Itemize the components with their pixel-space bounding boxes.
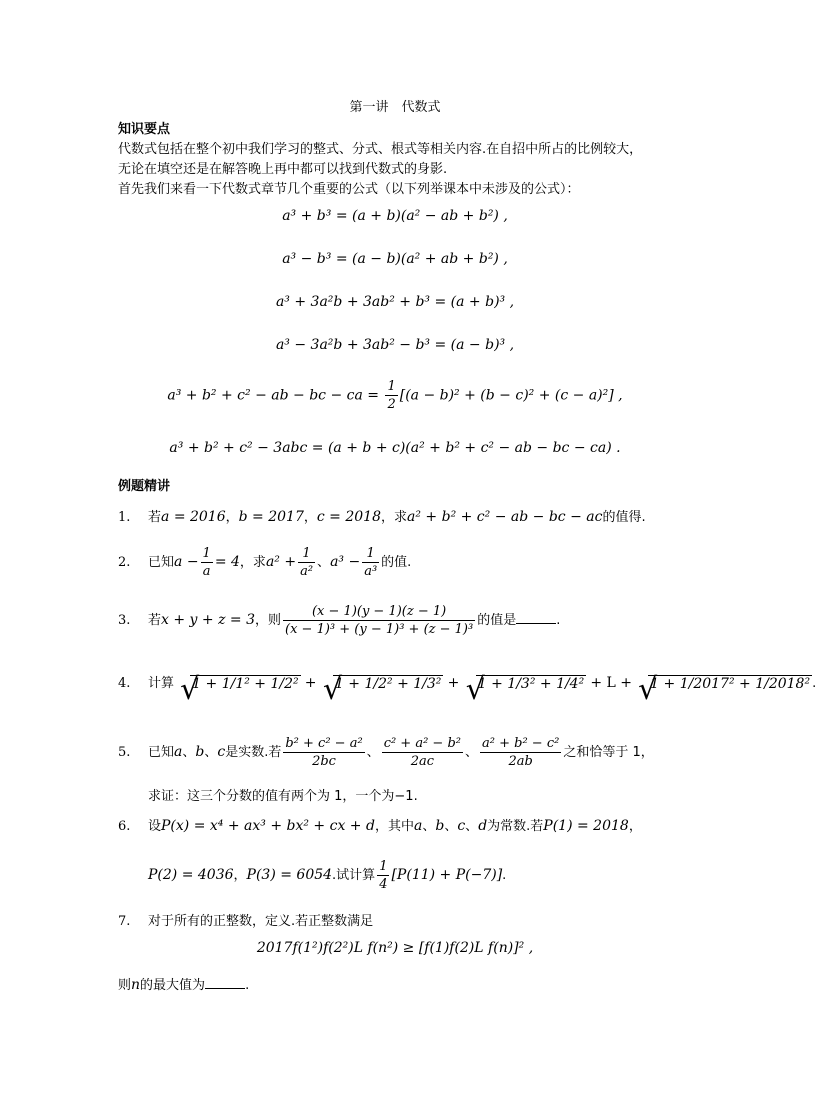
- math-expr: b: [435, 818, 445, 834]
- problem-text: 的值.: [381, 555, 412, 570]
- formula-difference-of-cubes: a³ − b³ = (a − b)(a² + ab + b²) ,: [282, 251, 508, 267]
- plus-sign: +: [447, 675, 464, 691]
- problem-text: 则: [118, 978, 132, 993]
- math-expr: P(3) = 6054: [246, 867, 333, 883]
- math-expr: P(2) = 4036: [148, 867, 234, 883]
- formula-sum-of-three-cubes: a³ + b² + c² − 3abc = (a + b + c)(a² + b² + c² − ab − bc − ca) .: [169, 440, 621, 456]
- problem-text: 是实数.若: [225, 745, 282, 760]
- fraction-numerator: 1: [387, 379, 396, 394]
- problem-number: 6.: [118, 819, 131, 834]
- problem-text: ，求: [381, 510, 408, 525]
- intro-line-2: 无论在填空还是在解答晚上再中都可以找到代数式的身影.: [118, 162, 448, 177]
- problem-text: .试计算: [332, 868, 376, 883]
- math-expr: a: [174, 744, 183, 760]
- problem-3: [118, 603, 560, 638]
- plus-sign: +: [304, 675, 321, 691]
- section-heading-knowledge: 知识要点: [118, 122, 171, 137]
- section-heading-examples: 例题精讲: [118, 479, 171, 494]
- separator: 、: [317, 555, 331, 570]
- fraction: [201, 545, 213, 580]
- problem-text: 设: [148, 819, 162, 834]
- separator: 、: [182, 745, 196, 760]
- math-expr: a −: [174, 554, 199, 570]
- fraction: [362, 545, 379, 580]
- separator: 、: [465, 745, 479, 760]
- problem-number: 2.: [118, 555, 131, 570]
- sqrt-term-1: √ 1 + 1/1² + 1/2²: [190, 675, 300, 692]
- problem-text: 的最大值为: [140, 978, 206, 993]
- problem-text: 的值是: [477, 613, 517, 628]
- page-title: 第一讲 代数式: [349, 100, 441, 115]
- math-expr: a² +: [265, 554, 297, 570]
- separator: 、: [444, 819, 458, 834]
- formula-5-left: a³ + b² + c² − ab − bc − ca =: [167, 387, 384, 404]
- intro-line-3: 首先我们来看一下代数式章节几个重要的公式（以下列举课本中未涉及的公式）：: [118, 182, 580, 197]
- fraction-numerator: (x − 1)(y − 1)(z − 1): [311, 604, 447, 619]
- fraction: [283, 603, 475, 638]
- problem-6-line-2: [148, 858, 506, 893]
- problem-text: 计算: [148, 676, 175, 691]
- problem-text: ，: [628, 819, 642, 834]
- fraction-denominator: (x − 1)³ + (y − 1)³ + (z − 1)³: [285, 622, 474, 637]
- math-expr: b = 2017: [238, 509, 304, 525]
- answer-blank: [205, 976, 245, 989]
- math-expr: d: [478, 818, 488, 834]
- fraction: [298, 545, 315, 580]
- fraction: [480, 735, 561, 770]
- math-expr: P(1) = 2018: [543, 818, 629, 834]
- problem-text: ，其中: [374, 819, 414, 834]
- fraction-one-half: [385, 378, 397, 413]
- formula-5-right: [(a − b)² + (b − c)² + (c − a)²] ,: [399, 387, 623, 404]
- problem-text: 之和恰等于 1，: [563, 745, 654, 760]
- problem-text: 已知: [148, 555, 175, 570]
- problem-text: .: [502, 868, 507, 883]
- fraction-denominator: 2ac: [382, 752, 463, 770]
- problem-2: [118, 545, 411, 580]
- fraction-denominator: a: [201, 562, 213, 580]
- fraction-denominator: 4: [379, 877, 388, 892]
- problem-number: 4.: [118, 676, 131, 691]
- math-expr: P(x) = x⁴ + ax³ + bx² + cx + d: [161, 818, 375, 834]
- math-expr: c = 2018: [316, 509, 381, 525]
- fraction: [382, 735, 463, 770]
- problem-number: 7.: [118, 914, 131, 929]
- problem-number: 1.: [118, 510, 131, 525]
- math-expr: c: [457, 818, 466, 834]
- problem-text: 为常数.若: [487, 819, 544, 834]
- fraction-numerator: 1: [302, 546, 311, 561]
- problem-6: [118, 815, 642, 834]
- ellipsis-sum: + L +: [590, 675, 633, 691]
- fraction-denominator: 2bc: [283, 752, 364, 770]
- problem-7: [118, 910, 373, 929]
- problem-text: ，则: [255, 613, 282, 628]
- fraction-denominator: a³: [364, 564, 378, 579]
- formula-symmetric-squares: [0, 378, 790, 413]
- math-expr: x + y + z = 3: [161, 612, 255, 628]
- problem-7-question: [118, 974, 249, 993]
- problem-1: [118, 506, 646, 525]
- intro-line-1: 代数式包括在整个初中我们学习的整式、分式、根式等相关内容.在自招中所占的比例较大，: [118, 142, 643, 157]
- separator: 、: [204, 745, 218, 760]
- problem-number: 3.: [118, 613, 131, 628]
- math-expr: = 4: [214, 554, 240, 570]
- fraction-denominator: 2: [387, 397, 396, 412]
- problem-5: [118, 735, 654, 770]
- problem-text: ，求: [239, 555, 266, 570]
- problem-7-inequality: 2017f(1²)f(2²)L f(n²) ≥ [f(1)f(2)L f(n)]² ,: [256, 940, 534, 956]
- problem-text: 若: [148, 510, 162, 525]
- sqrt-term-2: √ 1 + 1/2² + 1/3²: [333, 675, 443, 692]
- fraction-numerator: c² + a² − b²: [383, 736, 461, 751]
- math-expr: [P(11) + P(−7)]: [391, 867, 503, 883]
- problem-text: 若: [148, 613, 162, 628]
- fraction-numerator: 1: [366, 546, 375, 561]
- separator: 、: [465, 819, 479, 834]
- sqrt-term-3: √ 1 + 1/3² + 1/4²: [476, 675, 586, 692]
- formula-cube-of-sum: a³ + 3a²b + 3ab² + b³ = (a + b)³ ,: [275, 294, 515, 310]
- math-expr: c: [217, 744, 226, 760]
- problem-text: .: [245, 978, 250, 993]
- fraction-one-quarter: [377, 858, 389, 893]
- fraction-numerator: 1: [379, 859, 388, 874]
- problem-5-proof-line: 求证：这三个分数的值有两个为 1，一个为−1.: [148, 789, 418, 804]
- problem-text: 对于所有的正整数，定义.若正整数满足: [148, 914, 374, 929]
- sqrt-term-last: √ 1 + 1/2017² + 1/2018²: [648, 675, 812, 692]
- problem-text: 已知: [148, 745, 175, 760]
- fraction-numerator: b² + c² − a²: [285, 736, 363, 751]
- problem-number: 5.: [118, 745, 131, 760]
- math-expr: a² + b² + c² − ab − bc − ac: [407, 509, 603, 525]
- math-expr: a = 2016: [161, 509, 226, 525]
- fraction-numerator: a² + b² − c²: [482, 736, 560, 751]
- fraction-denominator: 2ab: [480, 752, 561, 770]
- fraction-denominator: a²: [300, 564, 314, 579]
- math-expr: a: [413, 818, 423, 834]
- separator: ，: [225, 510, 239, 525]
- fraction-numerator: 1: [202, 546, 211, 561]
- answer-blank: [516, 611, 556, 624]
- math-expr: a³ −: [330, 554, 361, 570]
- problem-4: [118, 672, 816, 692]
- formula-cube-of-difference: a³ − 3a²b + 3ab² − b³ = (a − b)³ ,: [275, 337, 515, 353]
- fraction: [283, 735, 364, 770]
- problem-text: 的值得.: [602, 510, 646, 525]
- problem-text: .: [812, 676, 816, 691]
- problem-text: ，: [233, 868, 247, 883]
- separator: 、: [366, 745, 380, 760]
- separator: 、: [422, 819, 436, 834]
- formula-sum-of-cubes: a³ + b³ = (a + b)(a² − ab + b²) ,: [282, 208, 508, 224]
- math-expr: b: [195, 744, 205, 760]
- math-expr: n: [131, 977, 141, 993]
- problem-text: .: [556, 613, 561, 628]
- separator: ，: [303, 510, 317, 525]
